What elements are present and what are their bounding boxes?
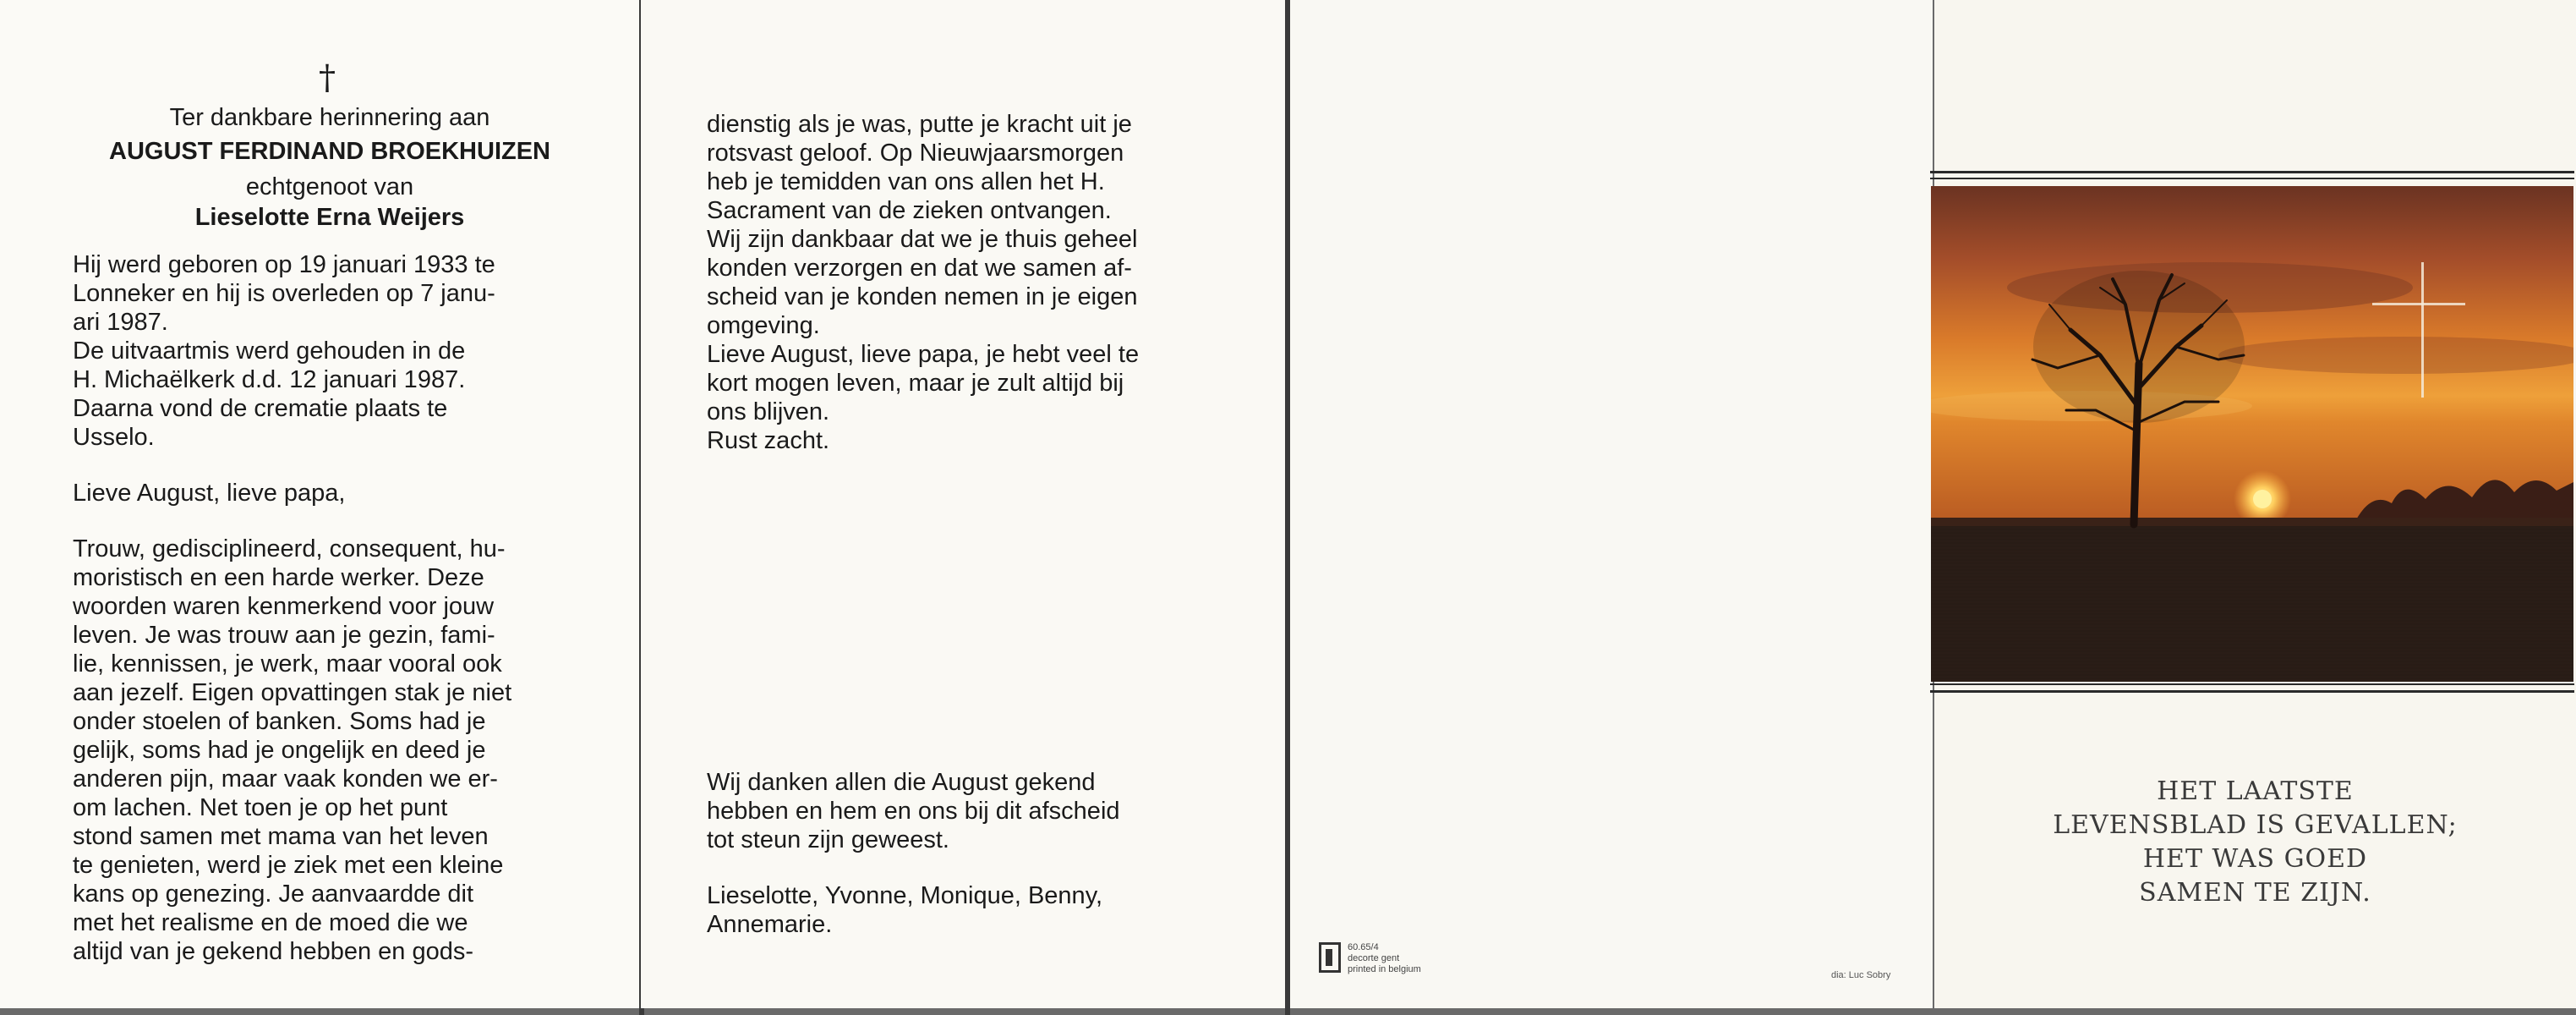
eulogy-line: stond samen met mama van het leven — [73, 823, 489, 850]
panel-center-left — [641, 0, 1285, 1008]
eulogy-line: met het realisme en de moed die we — [73, 909, 468, 936]
eulogy-line: om lachen. Net toen je op het punt — [73, 794, 448, 821]
continuation-line: Lieve August, lieve papa, je hebt veel te — [707, 341, 1140, 368]
verse-line: SAMEN TE ZIJN. — [2139, 878, 2371, 908]
thanks-line: Wij danken allen die August gekend — [707, 769, 1096, 796]
verse-line: HET WAS GOED — [2142, 844, 2368, 874]
continuation-block — [707, 110, 1219, 455]
bio-line: H. Michaëlkerk d.d. 12 januari 1987. — [73, 366, 466, 393]
printer-logo-icon — [1319, 942, 1341, 973]
bio-line: Usselo. — [73, 424, 155, 451]
memorial-verse — [1936, 775, 2574, 910]
eulogy-line: moristisch en een harde werker. Deze — [73, 564, 484, 591]
sunset-tree-photo-svg — [1931, 186, 2573, 682]
eulogy-line: Trouw, gedisciplineerd, consequent, hu- — [73, 535, 506, 562]
sunset-tree-photo — [1931, 186, 2573, 682]
eulogy-line: lie, kennissen, je werk, maar vooral ook — [73, 650, 502, 678]
deceased-name: AUGUST FERDINAND BROEKHUIZEN — [109, 138, 550, 165]
eulogy-line: onder stoelen of banken. Soms had je — [73, 708, 486, 735]
printer-imprint — [1319, 942, 1421, 975]
continuation-line: kort mogen leven, maar je zult altijd bij — [707, 370, 1124, 397]
salutation: Lieve August, lieve papa, — [73, 480, 346, 507]
signature-line: Annemarie. — [707, 911, 833, 938]
printer-code: 60.65/4 — [1348, 942, 1379, 952]
printer-origin: printed in belgium — [1348, 964, 1421, 974]
cross-icon: † — [319, 58, 336, 97]
eulogy-line: altijd van je gekend hebben en gods- — [73, 938, 474, 965]
bio-line: Hij werd geboren op 19 januari 1933 te — [73, 251, 495, 278]
continuation-line: scheid van je konden nemen in je eigen — [707, 283, 1138, 310]
eulogy-line: gelijk, soms had je ongelijk en deed je — [73, 737, 486, 764]
bio-line: De uitvaartmis werd gehouden in de — [73, 337, 466, 365]
relation-line: echtgenoot van — [245, 173, 414, 200]
continuation-line: dienstig als je was, putte je kracht uit je — [707, 111, 1132, 138]
photo-credit: dia: Luc Sobry — [1831, 970, 1891, 980]
bio-line: Daarna vond de crematie plaats te — [73, 395, 448, 422]
verse-line: LEVENSBLAD IS GEVALLEN; — [2053, 810, 2458, 840]
panel-left — [0, 0, 639, 1008]
spouse-name: Lieselotte Erna Weijers — [194, 204, 465, 231]
continuation-line: Wij zijn dankbaar dat we je thuis geheel — [707, 226, 1138, 253]
eulogy-line: kans op genezing. Je aanvaardde dit — [73, 881, 474, 908]
signature-line: Lieselotte, Yvonne, Monique, Benny, — [707, 882, 1103, 909]
intro-line: Ter dankbare herinnering aan — [169, 104, 490, 131]
bio-block — [73, 250, 587, 966]
eulogy-line: leven. Je was trouw aan je gezin, fami- — [73, 622, 495, 649]
top-rule — [1930, 171, 2574, 173]
continuation-line: ons blijven. — [707, 398, 830, 425]
thanks-line: hebben en hem en ons bij dit afscheid — [707, 798, 1120, 825]
bottom-rule-thin — [1930, 683, 2574, 685]
bio-line: ari 1987. — [73, 309, 168, 336]
continuation-line: konden verzorgen en dat we samen af- — [707, 255, 1132, 282]
continuation-line: Rust zacht. — [707, 427, 830, 454]
top-rule-thin — [1930, 178, 2574, 179]
bio-line: Lonneker en hij is overleden op 7 janu- — [73, 280, 495, 307]
eulogy-line: woorden waren kenmerkend voor jouw — [73, 593, 495, 620]
continuation-line: Sacrament van de zieken ontvangen. — [707, 197, 1112, 224]
thanks-block — [707, 768, 1219, 939]
continuation-line: rotsvast geloof. Op Nieuwjaarsmorgen — [707, 140, 1124, 167]
eulogy-line: aan jezelf. Eigen opvattingen stak je niet — [73, 679, 512, 706]
eulogy-line: te genieten, werd je ziek met een kleine — [73, 852, 504, 879]
continuation-line: omgeving. — [707, 312, 820, 339]
bottom-rule — [1930, 690, 2574, 693]
verse-line: HET LAATSTE — [2157, 776, 2354, 806]
eulogy-line: anderen pijn, maar vaak konden we er- — [73, 765, 498, 793]
printer-name: decorte gent — [1348, 953, 1400, 963]
continuation-line: heb je temidden van ons allen het H. — [707, 168, 1105, 195]
thanks-line: tot steun zijn geweest. — [707, 826, 949, 853]
panel-center-right — [1290, 0, 1933, 1008]
